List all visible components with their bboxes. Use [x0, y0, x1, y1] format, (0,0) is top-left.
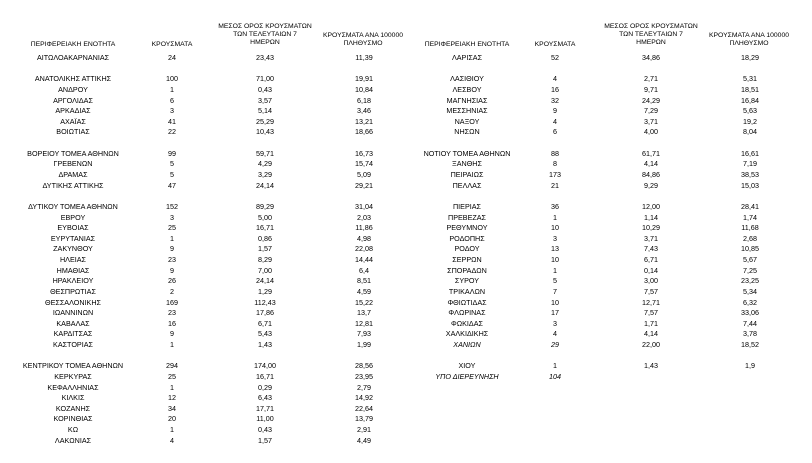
region-name: ΙΩΑΝΝΙΝΩΝ: [52, 308, 94, 318]
header-cases-label-right: ΚΡΟΥΣΜΑΤΑ: [534, 41, 576, 48]
region-name: ΠΕΛΛΑΣ: [452, 180, 482, 190]
avg-value: 24,14: [256, 276, 274, 286]
cases-value: [142, 351, 202, 361]
region-name: ΒΟΙΩΤΙΑΣ: [56, 127, 90, 137]
avg-value: 6,71: [258, 318, 272, 328]
cases-value: 23: [168, 255, 176, 264]
header-region-label-left: ΠΕΡΙΦΕΡΕΙΑΚΗ ΕΝΟΤΗΤΑ: [30, 41, 116, 48]
per100k-value: 2,03: [357, 212, 371, 222]
region-name: ΚΕΡΚΥΡΑΣ: [54, 371, 92, 381]
cases-value: 1: [553, 265, 557, 275]
region-name: ΘΕΣΠΡΩΤΙΑΣ: [50, 286, 96, 296]
avg-value: 3,71: [644, 233, 658, 243]
per100k-value: 16,73: [355, 148, 373, 158]
avg-value: 1,43: [258, 340, 272, 349]
cases-value: 10: [551, 223, 559, 233]
avg-value: 7,57: [644, 308, 658, 318]
per100k-value: 18,66: [355, 127, 373, 137]
region-name: ΠΡΕΒΕΖΑΣ: [448, 212, 486, 222]
per100k-value: 4,49: [357, 435, 371, 445]
avg-value: 17,71: [256, 403, 274, 413]
cases-value: 1: [170, 382, 174, 392]
header-avg-line3-right: ΗΜΕΡΩΝ: [636, 39, 666, 46]
cases-value: 25: [168, 371, 176, 381]
header-avg-line2-right: ΤΩΝ ΤΕΛΕΥΤΑΙΩΝ 7: [619, 31, 683, 38]
header-avg-line1-left: ΜΕΣΟΣ ΟΡΟΣ ΚΡΟΥΣΜΑΤΩΝ: [218, 23, 312, 30]
header-region-left: [10, 41, 136, 49]
cases-value: 88: [551, 148, 559, 158]
region-name: ΡΟΔΟΥ: [454, 244, 480, 254]
avg-value: [598, 351, 704, 361]
cases-value: [142, 138, 202, 148]
cases-value: 104: [549, 371, 561, 381]
cases-value: 3: [170, 106, 174, 116]
region-name: ΣΕΡΡΩΝ: [452, 255, 482, 264]
per100k-value: [698, 191, 802, 201]
avg-value: [212, 64, 318, 74]
region-name: [10, 138, 136, 148]
region-name: ΛΑΣΙΘΙΟΥ: [450, 74, 484, 84]
cases-value: [525, 191, 585, 201]
cases-value: 4: [553, 74, 557, 84]
header-per100k-line2-left: ΠΛΗΘΥΣΜΟ: [343, 40, 383, 47]
avg-value: 0,86: [258, 233, 272, 243]
header-per100k-left: [310, 32, 416, 48]
per100k-value: 10,85: [741, 244, 759, 254]
per100k-value: 13,7: [357, 308, 371, 318]
region-name: ΑΙΤΩΛΟΑΚΑΡΝΑΝΙΑΣ: [36, 53, 110, 62]
cases-value: 16: [168, 318, 176, 328]
avg-value: [212, 351, 318, 361]
per100k-value: 14,92: [355, 393, 373, 403]
avg-value: 3,29: [258, 169, 272, 179]
cases-value: 23: [168, 308, 176, 318]
region-name: ΠΕΙΡΑΙΩΣ: [450, 169, 484, 179]
cases-value: 16: [551, 84, 559, 94]
per100k-value: 11,39: [355, 53, 373, 62]
region-name: ΛΑΡΙΣΑΣ: [451, 53, 483, 62]
per100k-value: 4,59: [357, 286, 371, 296]
region-name: ΝΟΤΙΟΥ ΤΟΜΕΑ ΑΘΗΝΩΝ: [423, 148, 511, 158]
per100k-value: 28,41: [741, 201, 759, 211]
avg-value: [212, 191, 318, 201]
per100k-value: 23,25: [741, 276, 759, 286]
avg-value: [598, 138, 704, 148]
cases-value: 24: [168, 53, 176, 62]
region-name: ΚΕΝΤΡΙΚΟΥ ΤΟΜΕΑ ΑΘΗΝΩΝ: [22, 361, 124, 371]
region-name: ΚΕΦΑΛΛΗΝΙΑΣ: [47, 382, 99, 392]
header-avg-right: [596, 23, 706, 47]
per100k-value: 5,67: [743, 255, 757, 264]
region-name: ΝΗΣΩΝ: [454, 127, 480, 137]
avg-value: 4,14: [644, 329, 658, 339]
avg-value: 7,29: [644, 106, 658, 116]
region-name: [412, 191, 522, 201]
avg-value: 11,00: [256, 414, 274, 424]
avg-value: 22,00: [642, 340, 660, 349]
per100k-value: 33,06: [741, 308, 759, 318]
region-name: ΗΡΑΚΛΕΙΟΥ: [52, 276, 94, 286]
avg-value: 4,00: [644, 127, 658, 137]
per100k-value: 5,63: [743, 106, 757, 116]
cases-value: 4: [170, 435, 174, 445]
region-name: ΓΡΕΒΕΝΩΝ: [53, 159, 93, 169]
region-name: ΧΑΛΚΙΔΙΚΗΣ: [445, 329, 489, 339]
avg-value: 174,00: [254, 361, 276, 371]
cases-value: 5: [170, 159, 174, 169]
region-name: ΑΡΚΑΔΙΑΣ: [55, 106, 91, 116]
avg-value: 12,71: [642, 297, 660, 307]
avg-value: 17,86: [256, 308, 274, 318]
cases-value: 1: [170, 425, 174, 435]
region-name: ΝΑΞΟΥ: [454, 116, 480, 126]
header-cases-right: [525, 41, 585, 49]
region-name: [412, 351, 522, 361]
per100k-value: 7,44: [743, 318, 757, 328]
cases-value: 9: [170, 244, 174, 254]
avg-value: 1,71: [644, 318, 658, 328]
region-name: ΣΥΡΟΥ: [454, 276, 480, 286]
avg-value: 61,71: [642, 148, 660, 158]
avg-value: 10,29: [642, 223, 660, 233]
region-name: ΔΥΤΙΚΟΥ ΤΟΜΕΑ ΑΘΗΝΩΝ: [28, 201, 118, 211]
avg-value: 8,29: [258, 255, 272, 264]
region-name: ΕΥΒΟΙΑΣ: [57, 223, 89, 233]
per100k-value: 15,03: [741, 180, 759, 190]
region-name: ΔΡΑΜΑΣ: [58, 169, 88, 179]
per100k-value: 6,18: [357, 95, 371, 105]
per100k-value: 2,68: [743, 233, 757, 243]
per100k-value: 38,53: [741, 169, 759, 179]
avg-value: 4,29: [258, 159, 272, 169]
cases-value: 173: [549, 169, 561, 179]
region-name: ΥΠΟ ΔΙΕΡΕΥΝΗΣΗ: [435, 371, 499, 381]
per100k-value: 1,9: [745, 361, 755, 371]
cases-value: 26: [168, 276, 176, 286]
per100k-value: 13,79: [355, 414, 373, 424]
per100k-value: 28,56: [355, 361, 373, 371]
avg-value: [598, 64, 704, 74]
header-avg-left: [210, 23, 320, 47]
avg-value: 2,71: [644, 74, 658, 84]
cases-value: 10: [551, 255, 559, 264]
per100k-value: [698, 372, 802, 382]
avg-value: 0,43: [258, 84, 272, 94]
avg-value: 5,00: [258, 212, 272, 222]
region-name: ΗΜΑΘΙΑΣ: [56, 265, 90, 275]
avg-value: 16,71: [256, 371, 274, 381]
per100k-value: 3,78: [743, 329, 757, 339]
header-per100k-line1-right: ΚΡΟΥΣΜΑΤΑ ΑΝΑ 100000: [708, 32, 790, 39]
cases-value: 8: [553, 159, 557, 169]
per100k-value: [698, 64, 802, 74]
cases-value: [142, 64, 202, 74]
cases-value: [525, 64, 585, 74]
avg-value: 0,14: [644, 265, 658, 275]
per100k-value: 16,61: [741, 148, 759, 158]
per100k-value: 18,29: [741, 53, 759, 62]
region-name: [10, 351, 136, 361]
per100k-value: 14,44: [355, 255, 373, 264]
avg-value: 6,43: [258, 393, 272, 403]
avg-value: 3,57: [258, 95, 272, 105]
per100k-value: 29,21: [355, 180, 373, 190]
avg-value: 24,29: [642, 95, 660, 105]
per100k-value: 18,51: [741, 84, 759, 94]
avg-value: 3,00: [644, 276, 658, 286]
region-name: ΚΟΡΙΝΘΙΑΣ: [53, 414, 93, 424]
cases-value: 2: [170, 286, 174, 296]
avg-value: 12,00: [642, 201, 660, 211]
region-name: ΡΕΘΥΜΝΟΥ: [446, 223, 488, 233]
cases-value: 1: [553, 361, 557, 371]
per100k-value: 13,21: [355, 116, 373, 126]
per100k-value: 5,09: [357, 169, 371, 179]
avg-value: 5,14: [258, 106, 272, 116]
region-name: ΦΛΩΡΙΝΑΣ: [448, 308, 486, 318]
cases-value: 36: [551, 201, 559, 211]
region-name: [412, 138, 522, 148]
per100k-value: 19,91: [355, 74, 373, 84]
region-name: ΕΒΡΟΥ: [60, 212, 86, 222]
region-name: ΡΟΔΟΠΗΣ: [449, 233, 485, 243]
per100k-value: 11,86: [355, 223, 373, 233]
avg-value: 3,71: [644, 116, 658, 126]
cases-value: 41: [168, 116, 176, 126]
avg-value: 6,71: [644, 255, 658, 264]
cases-value: 294: [166, 361, 178, 371]
header-per100k-line2-right: ΠΛΗΘΥΣΜΟ: [729, 40, 769, 47]
cases-value: 12: [168, 393, 176, 403]
per100k-value: 22,08: [355, 244, 373, 254]
avg-value: 24,14: [256, 180, 274, 190]
header-per100k-line1-left: ΚΡΟΥΣΜΑΤΑ ΑΝΑ 100000: [322, 32, 404, 39]
cases-value: 13: [551, 244, 559, 254]
per100k-value: [312, 64, 416, 74]
per100k-value: 11,68: [741, 223, 759, 233]
per100k-value: [312, 351, 416, 361]
cases-value: 21: [551, 180, 559, 190]
avg-value: 9,29: [644, 180, 658, 190]
region-name: [412, 64, 522, 74]
region-name: ΑΝΑΤΟΛΙΚΗΣ ΑΤΤΙΚΗΣ: [34, 74, 112, 84]
region-name: ΧΙΟΥ: [458, 361, 476, 371]
cases-value: 169: [166, 297, 178, 307]
region-name: ΞΑΝΘΗΣ: [452, 159, 482, 169]
avg-value: 1,14: [644, 212, 658, 222]
cases-value: 22: [168, 127, 176, 137]
avg-value: 71,00: [256, 74, 274, 84]
cases-value: 1: [170, 233, 174, 243]
cases-value: [142, 191, 202, 201]
header-avg-line3-left: ΗΜΕΡΩΝ: [250, 39, 280, 46]
avg-value: 1,57: [258, 435, 272, 445]
cases-value: [525, 138, 585, 148]
avg-value: [212, 138, 318, 148]
region-name: ΚΑΣΤΟΡΙΑΣ: [53, 340, 93, 349]
cases-value: 5: [170, 169, 174, 179]
region-name: ΚΑΡΔΙΤΣΑΣ: [53, 329, 93, 339]
cases-value: 3: [553, 233, 557, 243]
header-avg-line2-left: ΤΩΝ ΤΕΛΕΥΤΑΙΩΝ 7: [233, 31, 297, 38]
avg-value: 0,43: [258, 425, 272, 435]
region-name: ΔΥΤΙΚΗΣ ΑΤΤΙΚΗΣ: [42, 180, 104, 190]
per100k-value: 15,74: [355, 159, 373, 169]
cases-value: 3: [553, 318, 557, 328]
avg-value: 1,29: [258, 286, 272, 296]
region-name: ΦΩΚΙΔΑΣ: [451, 318, 483, 328]
avg-value: 7,57: [644, 286, 658, 296]
region-name: ΚΩ: [67, 425, 79, 435]
region-name: ΠΙΕΡΙΑΣ: [452, 201, 481, 211]
per100k-value: 23,95: [355, 371, 373, 381]
region-name: ΚΑΒΑΛΑΣ: [56, 318, 90, 328]
region-name: ΚΙΛΚΙΣ: [61, 393, 85, 403]
region-name: ΤΡΙΚΑΛΩΝ: [448, 286, 486, 296]
avg-value: 1,43: [644, 361, 658, 371]
per100k-value: 12,81: [355, 318, 373, 328]
header-region-right: [412, 41, 522, 49]
cases-value: 9: [553, 106, 557, 116]
cases-value: 5: [553, 276, 557, 286]
per100k-value: 15,22: [355, 297, 373, 307]
per100k-value: 8,04: [743, 127, 757, 137]
avg-value: 112,43: [254, 297, 276, 307]
per100k-value: [698, 351, 802, 361]
region-name: ΦΘΙΩΤΙΔΑΣ: [447, 297, 487, 307]
cases-value: 1: [553, 212, 557, 222]
per100k-value: 18,52: [741, 340, 759, 349]
per100k-value: 6,4: [359, 265, 369, 275]
avg-value: 16,71: [256, 223, 274, 233]
cases-value: 3: [170, 212, 174, 222]
per100k-value: [698, 138, 802, 148]
cases-value: 32: [551, 95, 559, 105]
per100k-value: 4,98: [357, 233, 371, 243]
avg-value: 9,71: [644, 84, 658, 94]
cases-value: 7: [553, 286, 557, 296]
cases-value: 6: [553, 127, 557, 137]
per100k-value: 2,91: [357, 425, 371, 435]
region-name: ΣΠΟΡΑΔΩΝ: [447, 265, 487, 275]
cases-value: 9: [170, 329, 174, 339]
cases-value: 6: [170, 95, 174, 105]
cases-value: [525, 351, 585, 361]
avg-value: 5,43: [258, 329, 272, 339]
region-name: ΚΟΖΑΝΗΣ: [55, 403, 91, 413]
region-name: ΗΛΕΙΑΣ: [59, 255, 87, 264]
per100k-value: 7,19: [743, 159, 757, 169]
cases-value: 25: [168, 223, 176, 233]
avg-value: 1,57: [258, 244, 272, 254]
avg-value: [598, 191, 704, 201]
per100k-value: 7,93: [357, 329, 371, 339]
per100k-value: [312, 191, 416, 201]
region-name: ΛΑΚΩΝΙΑΣ: [54, 435, 92, 445]
region-name: ΒΟΡΕΙΟΥ ΤΟΜΕΑ ΑΘΗΝΩΝ: [27, 148, 119, 158]
per100k-value: 5,31: [743, 74, 757, 84]
avg-value: 7,43: [644, 244, 658, 254]
per100k-value: 8,51: [357, 276, 371, 286]
region-name: ΕΥΡΥΤΑΝΙΑΣ: [50, 233, 96, 243]
per100k-value: 1,99: [357, 340, 371, 349]
cases-value: 29: [551, 340, 559, 349]
cases-value: 17: [551, 308, 559, 318]
cases-value: 99: [168, 148, 176, 158]
region-name: ΑΝΔΡΟΥ: [58, 84, 88, 94]
cases-value: 100: [166, 74, 178, 84]
cases-value: 10: [551, 297, 559, 307]
per100k-value: 16,84: [741, 95, 759, 105]
region-name: ΑΡΓΟΛΙΔΑΣ: [53, 95, 93, 105]
avg-value: 25,29: [256, 116, 274, 126]
per100k-value: 5,34: [743, 286, 757, 296]
per100k-value: 3,46: [357, 106, 371, 116]
cases-value: 52: [551, 53, 559, 62]
cases-value: 20: [168, 414, 176, 424]
per100k-value: 22,64: [355, 403, 373, 413]
cases-value: 4: [553, 116, 557, 126]
cases-value: 1: [170, 340, 174, 349]
cases-value: 9: [170, 265, 174, 275]
cases-value: 47: [168, 180, 176, 190]
region-name: ΖΑΚΥΝΘΟΥ: [53, 244, 93, 254]
per100k-value: 7,25: [743, 265, 757, 275]
avg-value: 34,86: [642, 53, 660, 62]
per100k-value: 31,04: [355, 201, 373, 211]
header-region-label-right: ΠΕΡΙΦΕΡΕΙΑΚΗ ΕΝΟΤΗΤΑ: [424, 41, 510, 48]
per100k-value: 2,79: [357, 382, 371, 392]
cases-value: 1: [170, 84, 174, 94]
header-avg-line1-right: ΜΕΣΟΣ ΟΡΟΣ ΚΡΟΥΣΜΑΤΩΝ: [604, 23, 698, 30]
avg-value: 59,71: [256, 148, 274, 158]
per100k-value: 19,2: [743, 116, 757, 126]
region-name: ΛΕΣΒΟΥ: [452, 84, 482, 94]
region-name: [10, 64, 136, 74]
avg-value: 10,43: [256, 127, 274, 137]
cases-value: 34: [168, 403, 176, 413]
per100k-value: 6,32: [743, 297, 757, 307]
region-name: [10, 191, 136, 201]
header-per100k-right: [696, 32, 802, 48]
region-name: ΑΧΑΪΑΣ: [60, 116, 86, 126]
region-name: ΘΕΣΣΑΛΟΝΙΚΗΣ: [45, 297, 101, 307]
avg-value: 4,14: [644, 159, 658, 169]
region-name: ΜΑΓΝΗΣΙΑΣ: [446, 95, 488, 105]
avg-value: 84,86: [642, 169, 660, 179]
header-cases-label-left: ΚΡΟΥΣΜΑΤΑ: [151, 41, 193, 48]
region-name: ΧΑΝΙΩΝ: [453, 340, 481, 349]
avg-value: 7,00: [258, 265, 272, 275]
header-cases-left: [142, 41, 202, 49]
avg-value: [598, 372, 704, 382]
per100k-value: [312, 138, 416, 148]
avg-value: 0,29: [258, 382, 272, 392]
cases-value: 152: [166, 201, 178, 211]
cases-value: 4: [553, 329, 557, 339]
per100k-value: 1,74: [743, 212, 757, 222]
avg-value: 23,43: [256, 53, 274, 62]
avg-value: 89,29: [256, 201, 274, 211]
region-name: ΜΕΣΣΗΝΙΑΣ: [446, 106, 488, 116]
per100k-value: 10,84: [355, 84, 373, 94]
